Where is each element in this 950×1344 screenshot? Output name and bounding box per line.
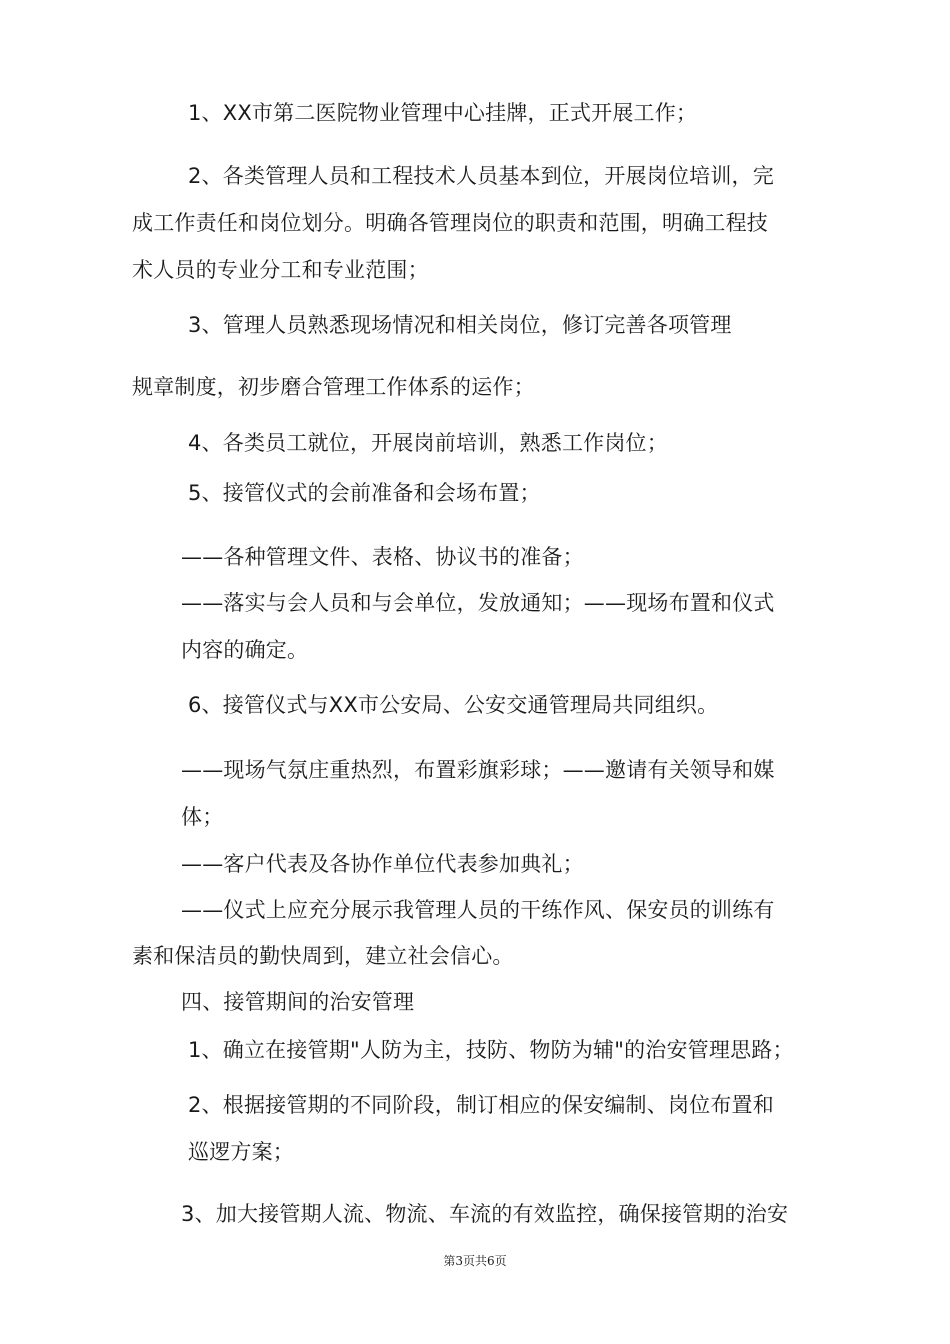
page-number: 第3页共6页 (443, 1254, 507, 1268)
section-heading: 四、接管期间的治安管理 (181, 990, 415, 1014)
text-line: 1、确立在接管期"人防为主，技防、物防为辅"的治安管理思路； (188, 1038, 794, 1062)
text-line: 2、各类管理人员和工程技术人员基本到位，开展岗位培训，完 (188, 164, 774, 188)
text-line: 3、管理人员熟悉现场情况和相关岗位，修订完善各项管理 (188, 313, 732, 337)
text-line: ——落实与会人员和与会单位，发放通知；——现场布置和仪式 (181, 591, 775, 615)
text-line: 6、接管仪式与XX市公安局、公安交通管理局共同组织。 (188, 693, 719, 717)
text-line: 术人员的专业分工和专业范围； (132, 258, 429, 282)
text-line: ——客户代表及各协作单位代表参加典礼； (181, 852, 584, 876)
text-line: 内容的确定。 (181, 638, 309, 662)
text-line: ——现场气氛庄重热烈，布置彩旗彩球；——邀请有关领导和媒 (181, 758, 775, 782)
text-line: 2、根据接管期的不同阶段，制订相应的保安编制、岗位布置和 (188, 1093, 774, 1117)
text-line: ——仪式上应充分展示我管理人员的干练作风、保安员的训练有 (181, 898, 775, 922)
text-line: 成工作责任和岗位划分。明确各管理岗位的职责和范围，明确工程技 (132, 211, 768, 235)
text-line: 规章制度，初步磨合管理工作体系的运作； (132, 375, 535, 399)
text-line: 体； (181, 805, 224, 829)
text-line: 素和保洁员的勤快周到，建立社会信心。 (132, 944, 514, 968)
text-line: 4、各类员工就位，开展岗前培训，熟悉工作岗位； (188, 431, 668, 455)
text-line: 巡逻方案； (188, 1140, 294, 1164)
text-line: 1、XX市第二医院物业管理中心挂牌，正式开展工作； (188, 101, 698, 125)
text-line: ——各种管理文件、表格、协议书的准备； (181, 545, 584, 569)
text-line: 5、接管仪式的会前准备和会场布置； (188, 481, 541, 505)
text-line: 3、加大接管期人流、物流、车流的有效监控，确保接管期的治安 (181, 1202, 789, 1226)
